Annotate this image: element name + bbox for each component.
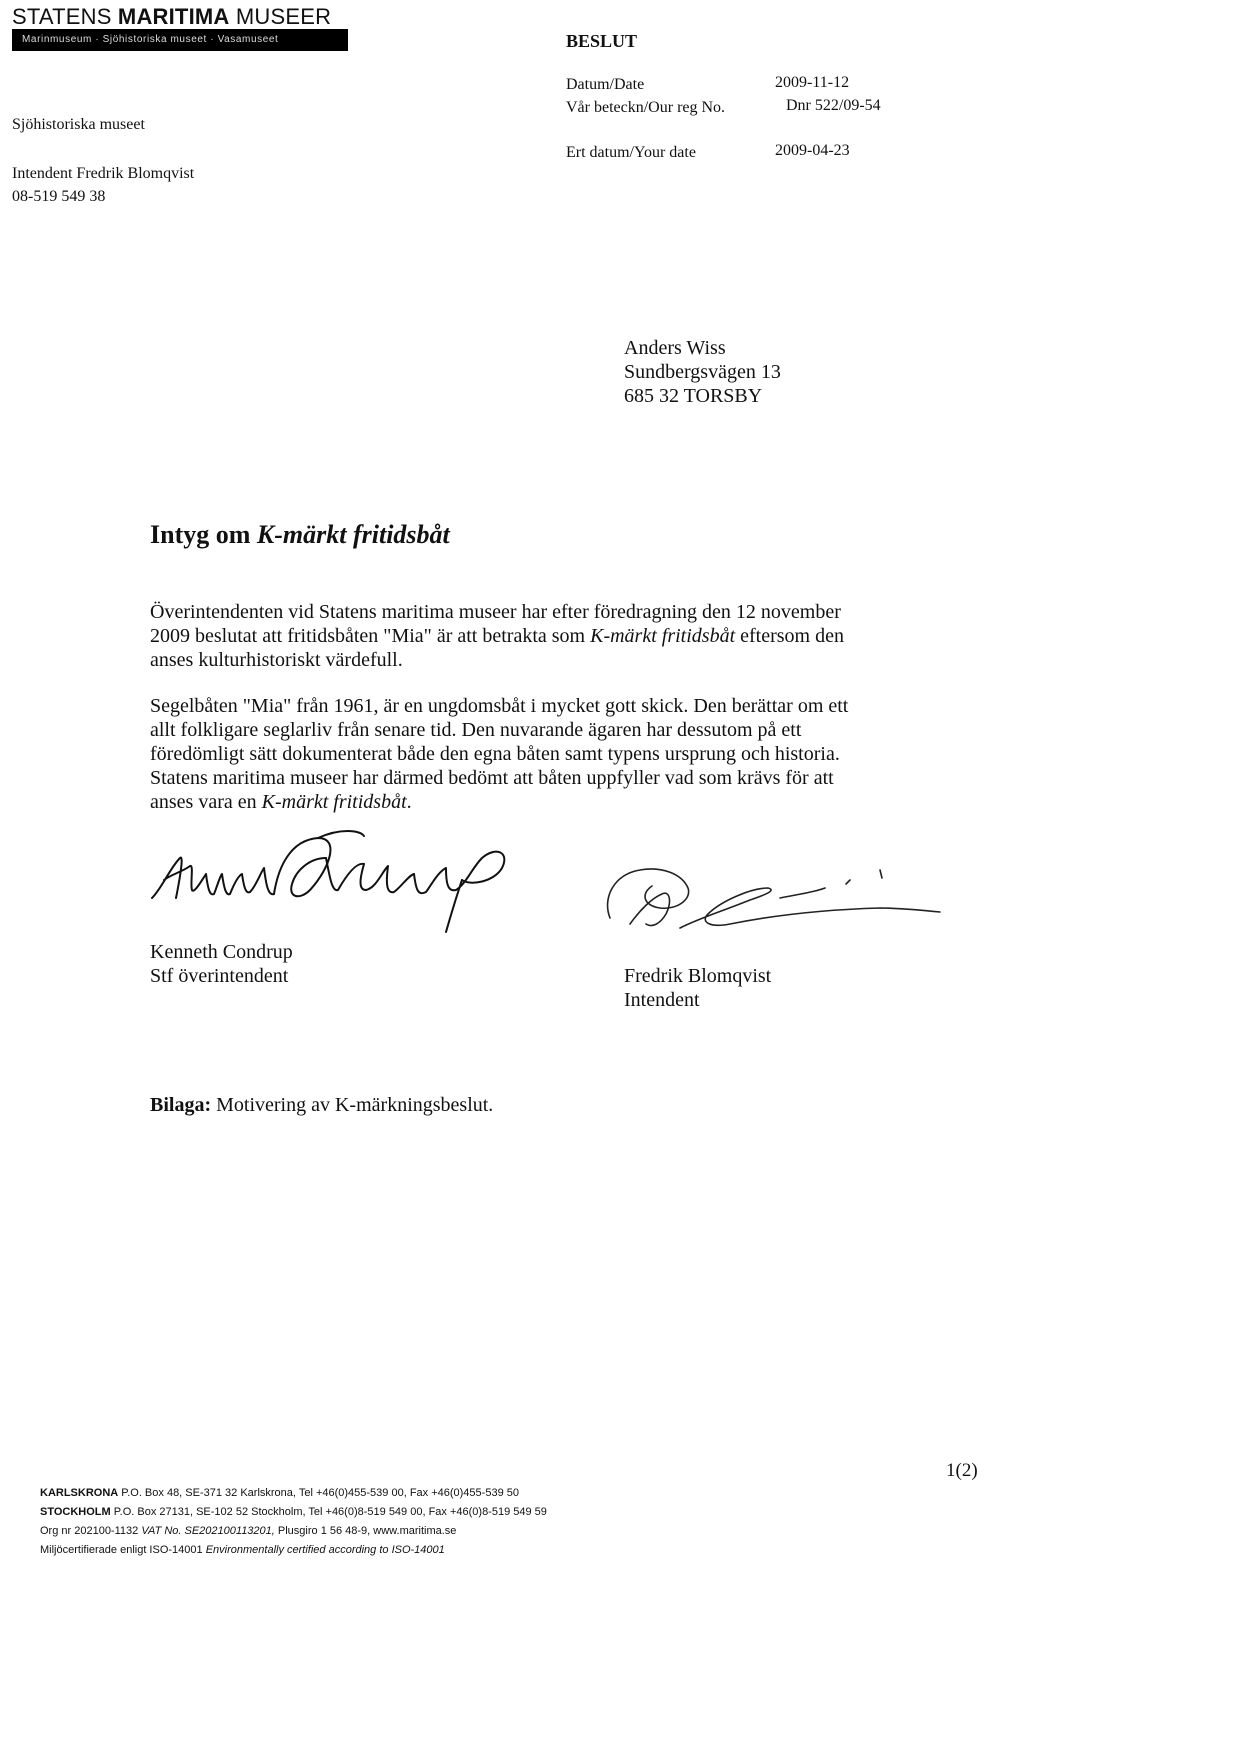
recipient-street: Sundbergsvägen 13 [624,361,781,383]
sender-contact: Intendent Fredrik Blomqvist [12,165,195,182]
signatory-2 [624,964,771,1012]
paragraph-decision: Överintendenten vid Statens maritima museer har efter föredragning den 12 november 2009 beslutat att fritidsbåten "Mia" är att betrakta som K-märkt fritidsbåt eftersom den anses kulturhistoriskt värdefull. [150,601,844,671]
footer-environment: Miljöcertifierade enligt ISO-14001 Environmentally certified according to ISO-14001 [40,1544,445,1556]
document-type: BESLUT [566,31,638,51]
document-title: Intyg om K-märkt fritidsbåt [150,520,450,549]
signatory-1-role: Stf överintendent [150,965,289,987]
footer-karlskrona: KARLSKRONA P.O. Box 48, SE-371 32 Karlskrona, Tel +46(0)455-539 00, Fax +46(0)455-539 50 [40,1487,519,1499]
signature-fredrik-blomqvist [600,858,960,948]
logo-wordmark: STATENS MARITIMA MUSEER [12,4,332,29]
signatory-2-name: Fredrik Blomqvist [624,965,772,987]
logo-subline: Marinmuseum · Sjöhistoriska museet · Vasamuseet [12,29,348,51]
your-date-value: 2009-04-23 [775,142,850,159]
reference-label: Vår beteckn/Our reg No. [566,99,726,116]
recipient-address [624,336,781,408]
date-value: 2009-11-12 [775,74,850,91]
recipient-city: 685 32 TORSBY [624,385,763,407]
your-date-label: Ert datum/Your date [566,144,696,161]
signatory-2-role: Intendent [624,989,700,1011]
date-label: Datum/Date [566,76,645,93]
recipient-name: Anders Wiss [624,337,726,359]
footer-stockholm: STOCKHOLM P.O. Box 27131, SE-102 52 Stockholm, Tel +46(0)8-519 549 00, Fax +46(0)8-519 549 59 [40,1506,547,1518]
attachment-note: Bilaga: Motivering av K-märkningsbeslut. [150,1094,494,1116]
footer-org: Org nr 202100-1132 VAT No. SE202100113201, Plusgiro 1 56 48-9, www.maritima.se [40,1525,457,1537]
footer [40,1484,547,1560]
sender-museum: Sjöhistoriska museet [12,116,145,133]
signatory-1-name: Kenneth Condrup [150,941,293,963]
signature-kenneth-condrup [150,828,530,938]
sender-phone: 08-519 549 38 [12,188,106,205]
page-number: 1(2) [946,1460,978,1481]
reference-value: Dnr 522/09-54 [786,97,881,114]
paragraph-motivation: Segelbåten "Mia" från 1961, är en ungdomsbåt i mycket gott skick. Den berättar om ett allt folkligare seglarliv från senare tid. Den nuvarande ägaren har dessutom på ett föredömligt sätt dokumenterat både den egna båten samt typens ursprung och historia. Statens maritima museer har därmed bedömt att båten uppfyller vad som krävs för att anses vara en K-märkt fritidsbåt. [150,695,849,813]
logo [12,6,348,48]
signatory-1 [150,940,293,988]
